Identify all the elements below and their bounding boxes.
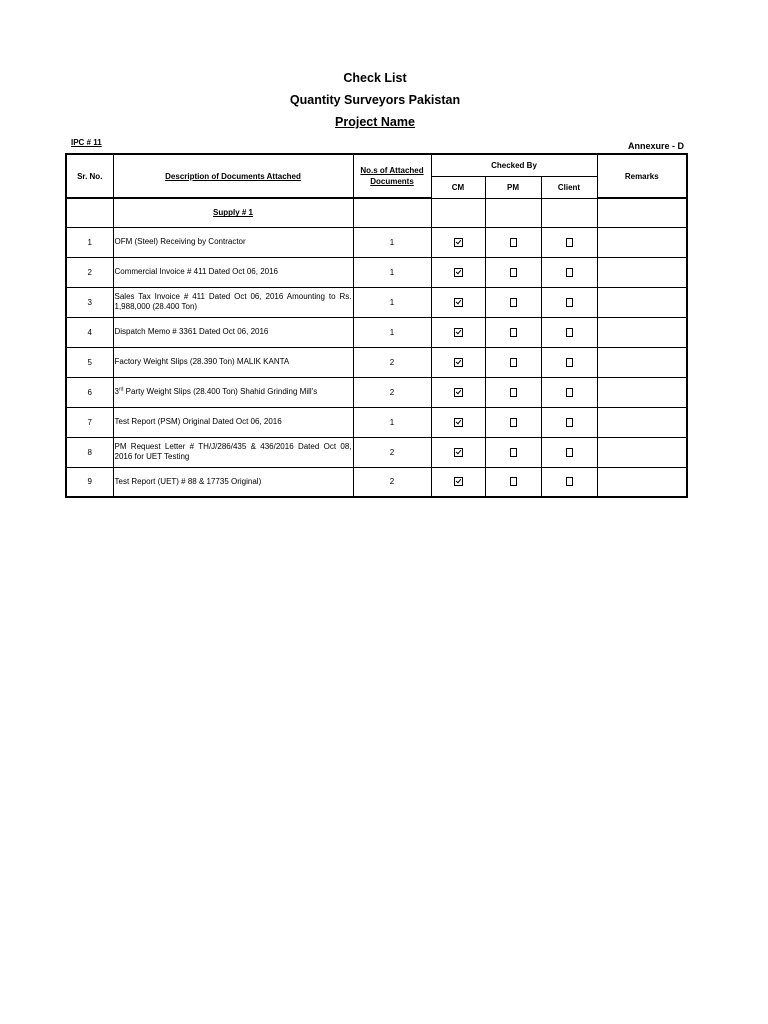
pm-check-cell xyxy=(485,467,541,497)
empty-checkbox-icon[interactable] xyxy=(566,268,573,277)
client-check-cell xyxy=(541,227,597,257)
description-ordinal: 3 xyxy=(114,387,119,396)
attached-count-cell: 1 xyxy=(353,407,431,437)
table-row xyxy=(66,227,687,257)
checked-checkbox-icon[interactable] xyxy=(454,298,463,307)
sr-no-cell: 9 xyxy=(66,467,113,497)
client-check-cell xyxy=(541,257,597,287)
empty-checkbox-icon[interactable] xyxy=(510,448,517,457)
empty-checkbox-icon[interactable] xyxy=(566,328,573,337)
remarks-cell xyxy=(597,377,687,407)
sr-no-cell: 7 xyxy=(66,407,113,437)
empty-checkbox-icon[interactable] xyxy=(566,448,573,457)
client-check-cell xyxy=(541,287,597,317)
remarks-cell xyxy=(597,407,687,437)
sr-no-cell: 8 xyxy=(66,437,113,467)
description-text: Test Report (PSM) Original Dated Oct 06, 2016 xyxy=(114,417,282,426)
pm-check-cell xyxy=(485,377,541,407)
sr-no-cell: 5 xyxy=(66,347,113,377)
cm-check-cell xyxy=(431,257,485,287)
description-text: Commercial Invoice # 411 Dated Oct 06, 2016 xyxy=(114,267,278,276)
attached-count-cell: 2 xyxy=(353,377,431,407)
empty-checkbox-icon[interactable] xyxy=(566,298,573,307)
client-check-cell xyxy=(541,437,597,467)
attached-count-cell: 2 xyxy=(353,467,431,497)
description-cell xyxy=(113,287,353,317)
description-cell xyxy=(113,437,353,467)
remarks-cell xyxy=(597,287,687,317)
attached-count-cell: 2 xyxy=(353,437,431,467)
checklist-table xyxy=(65,153,688,498)
header-cm: CM xyxy=(431,176,485,198)
pm-check-cell xyxy=(485,227,541,257)
sr-no-cell: 1 xyxy=(66,227,113,257)
checked-checkbox-icon[interactable] xyxy=(454,268,463,277)
empty-checkbox-icon[interactable] xyxy=(510,238,517,247)
attached-count-cell: 2 xyxy=(353,347,431,377)
remarks-cell xyxy=(597,467,687,497)
supply-pm-cell xyxy=(485,198,541,227)
checked-checkbox-icon[interactable] xyxy=(454,418,463,427)
client-check-cell xyxy=(541,377,597,407)
empty-checkbox-icon[interactable] xyxy=(566,388,573,397)
description-ordinal-suffix: rd xyxy=(118,386,124,393)
pm-check-cell xyxy=(485,407,541,437)
attached-count-cell: 1 xyxy=(353,317,431,347)
empty-checkbox-icon[interactable] xyxy=(566,418,573,427)
description-text: Dispatch Memo # 3361 Dated Oct 06, 2016 xyxy=(114,327,269,336)
empty-checkbox-icon[interactable] xyxy=(566,477,573,486)
table-row xyxy=(66,287,687,317)
client-check-cell xyxy=(541,347,597,377)
table-row xyxy=(66,377,687,407)
description-text: Sales Tax Invoice # 411 Dated Oct 06, 2016 Amounting to Rs. 1,988,000 (28.400 Ton) xyxy=(114,292,352,311)
checked-checkbox-icon[interactable] xyxy=(454,328,463,337)
pm-check-cell xyxy=(485,437,541,467)
client-check-cell xyxy=(541,317,597,347)
table-row xyxy=(66,467,687,497)
empty-checkbox-icon[interactable] xyxy=(566,358,573,367)
remarks-cell xyxy=(597,257,687,287)
description-cell xyxy=(113,467,353,497)
cm-check-cell xyxy=(431,377,485,407)
header-checked-by: Checked By xyxy=(431,154,597,176)
description-text: Party Weight Slips (28.400 Ton) Shahid Grinding Mill's xyxy=(125,387,318,396)
cm-check-cell xyxy=(431,347,485,377)
remarks-cell xyxy=(597,317,687,347)
description-cell xyxy=(113,317,353,347)
pm-check-cell xyxy=(485,257,541,287)
header-remarks: Remarks xyxy=(597,154,687,198)
supply-cm-cell xyxy=(431,198,485,227)
project-name-title: Project Name xyxy=(335,115,415,129)
supply-remarks-cell xyxy=(597,198,687,227)
cm-check-cell xyxy=(431,227,485,257)
attached-count-cell: 1 xyxy=(353,227,431,257)
header-client: Client xyxy=(541,176,597,198)
empty-checkbox-icon[interactable] xyxy=(510,328,517,337)
description-cell xyxy=(113,347,353,377)
empty-checkbox-icon[interactable] xyxy=(510,418,517,427)
empty-checkbox-icon[interactable] xyxy=(566,238,573,247)
checked-checkbox-icon[interactable] xyxy=(454,388,463,397)
empty-checkbox-icon[interactable] xyxy=(510,298,517,307)
cm-check-cell xyxy=(431,437,485,467)
checked-checkbox-icon[interactable] xyxy=(454,448,463,457)
table-row xyxy=(66,407,687,437)
pm-check-cell xyxy=(485,317,541,347)
description-cell xyxy=(113,377,353,407)
header-attached-count: No.s of Attached Documents xyxy=(353,154,431,198)
supply-row xyxy=(66,198,687,227)
company-title: Quantity Surveyors Pakistan xyxy=(289,93,461,107)
header-pm: PM xyxy=(485,176,541,198)
supply-sr-cell xyxy=(66,198,113,227)
description-cell xyxy=(113,257,353,287)
attached-count-cell: 1 xyxy=(353,257,431,287)
description-text: Factory Weight Slips (28.390 Ton) MALIK KANTA xyxy=(114,357,290,366)
checked-checkbox-icon[interactable] xyxy=(454,477,463,486)
header-description xyxy=(113,154,353,198)
table-row xyxy=(66,257,687,287)
cm-check-cell xyxy=(431,407,485,437)
checked-checkbox-icon[interactable] xyxy=(454,238,463,247)
cm-check-cell xyxy=(431,467,485,497)
description-text: PM Request Letter # TH/J/286/435 & 436/2016 Dated Oct 08, 2016 for UET Testing xyxy=(114,442,352,461)
remarks-cell xyxy=(597,347,687,377)
description-text: Test Report (UET) # 88 & 17735 Original) xyxy=(114,476,262,486)
empty-checkbox-icon[interactable] xyxy=(510,358,517,367)
remarks-cell xyxy=(597,437,687,467)
description-text: OFM (Steel) Receiving by Contractor xyxy=(114,237,246,246)
client-check-cell xyxy=(541,407,597,437)
client-check-cell xyxy=(541,467,597,497)
cm-check-cell xyxy=(431,287,485,317)
checked-checkbox-icon[interactable] xyxy=(454,358,463,367)
table-row xyxy=(66,437,687,467)
header-sr-no: Sr. No. xyxy=(66,154,113,198)
checklist-title: Check List xyxy=(343,71,407,85)
empty-checkbox-icon[interactable] xyxy=(510,477,517,486)
pm-check-cell xyxy=(485,287,541,317)
supply-client-cell xyxy=(541,198,597,227)
empty-checkbox-icon[interactable] xyxy=(510,268,517,277)
supply-nos-cell xyxy=(353,198,431,227)
sr-no-cell: 6 xyxy=(66,377,113,407)
description-cell xyxy=(113,227,353,257)
supply-label: Supply # 1 xyxy=(113,198,353,227)
table-row xyxy=(66,347,687,377)
remarks-cell xyxy=(597,227,687,257)
annexure-label: Annexure - D xyxy=(627,141,684,151)
ipc-number: IPC # 11 xyxy=(71,138,102,147)
sr-no-cell: 3 xyxy=(66,287,113,317)
attached-count-cell: 1 xyxy=(353,287,431,317)
description-cell xyxy=(113,407,353,437)
header-description-label: Description of Documents Attached xyxy=(165,171,301,181)
sr-no-cell: 2 xyxy=(66,257,113,287)
empty-checkbox-icon[interactable] xyxy=(510,388,517,397)
cm-check-cell xyxy=(431,317,485,347)
table-row xyxy=(66,317,687,347)
pm-check-cell xyxy=(485,347,541,377)
sr-no-cell: 4 xyxy=(66,317,113,347)
